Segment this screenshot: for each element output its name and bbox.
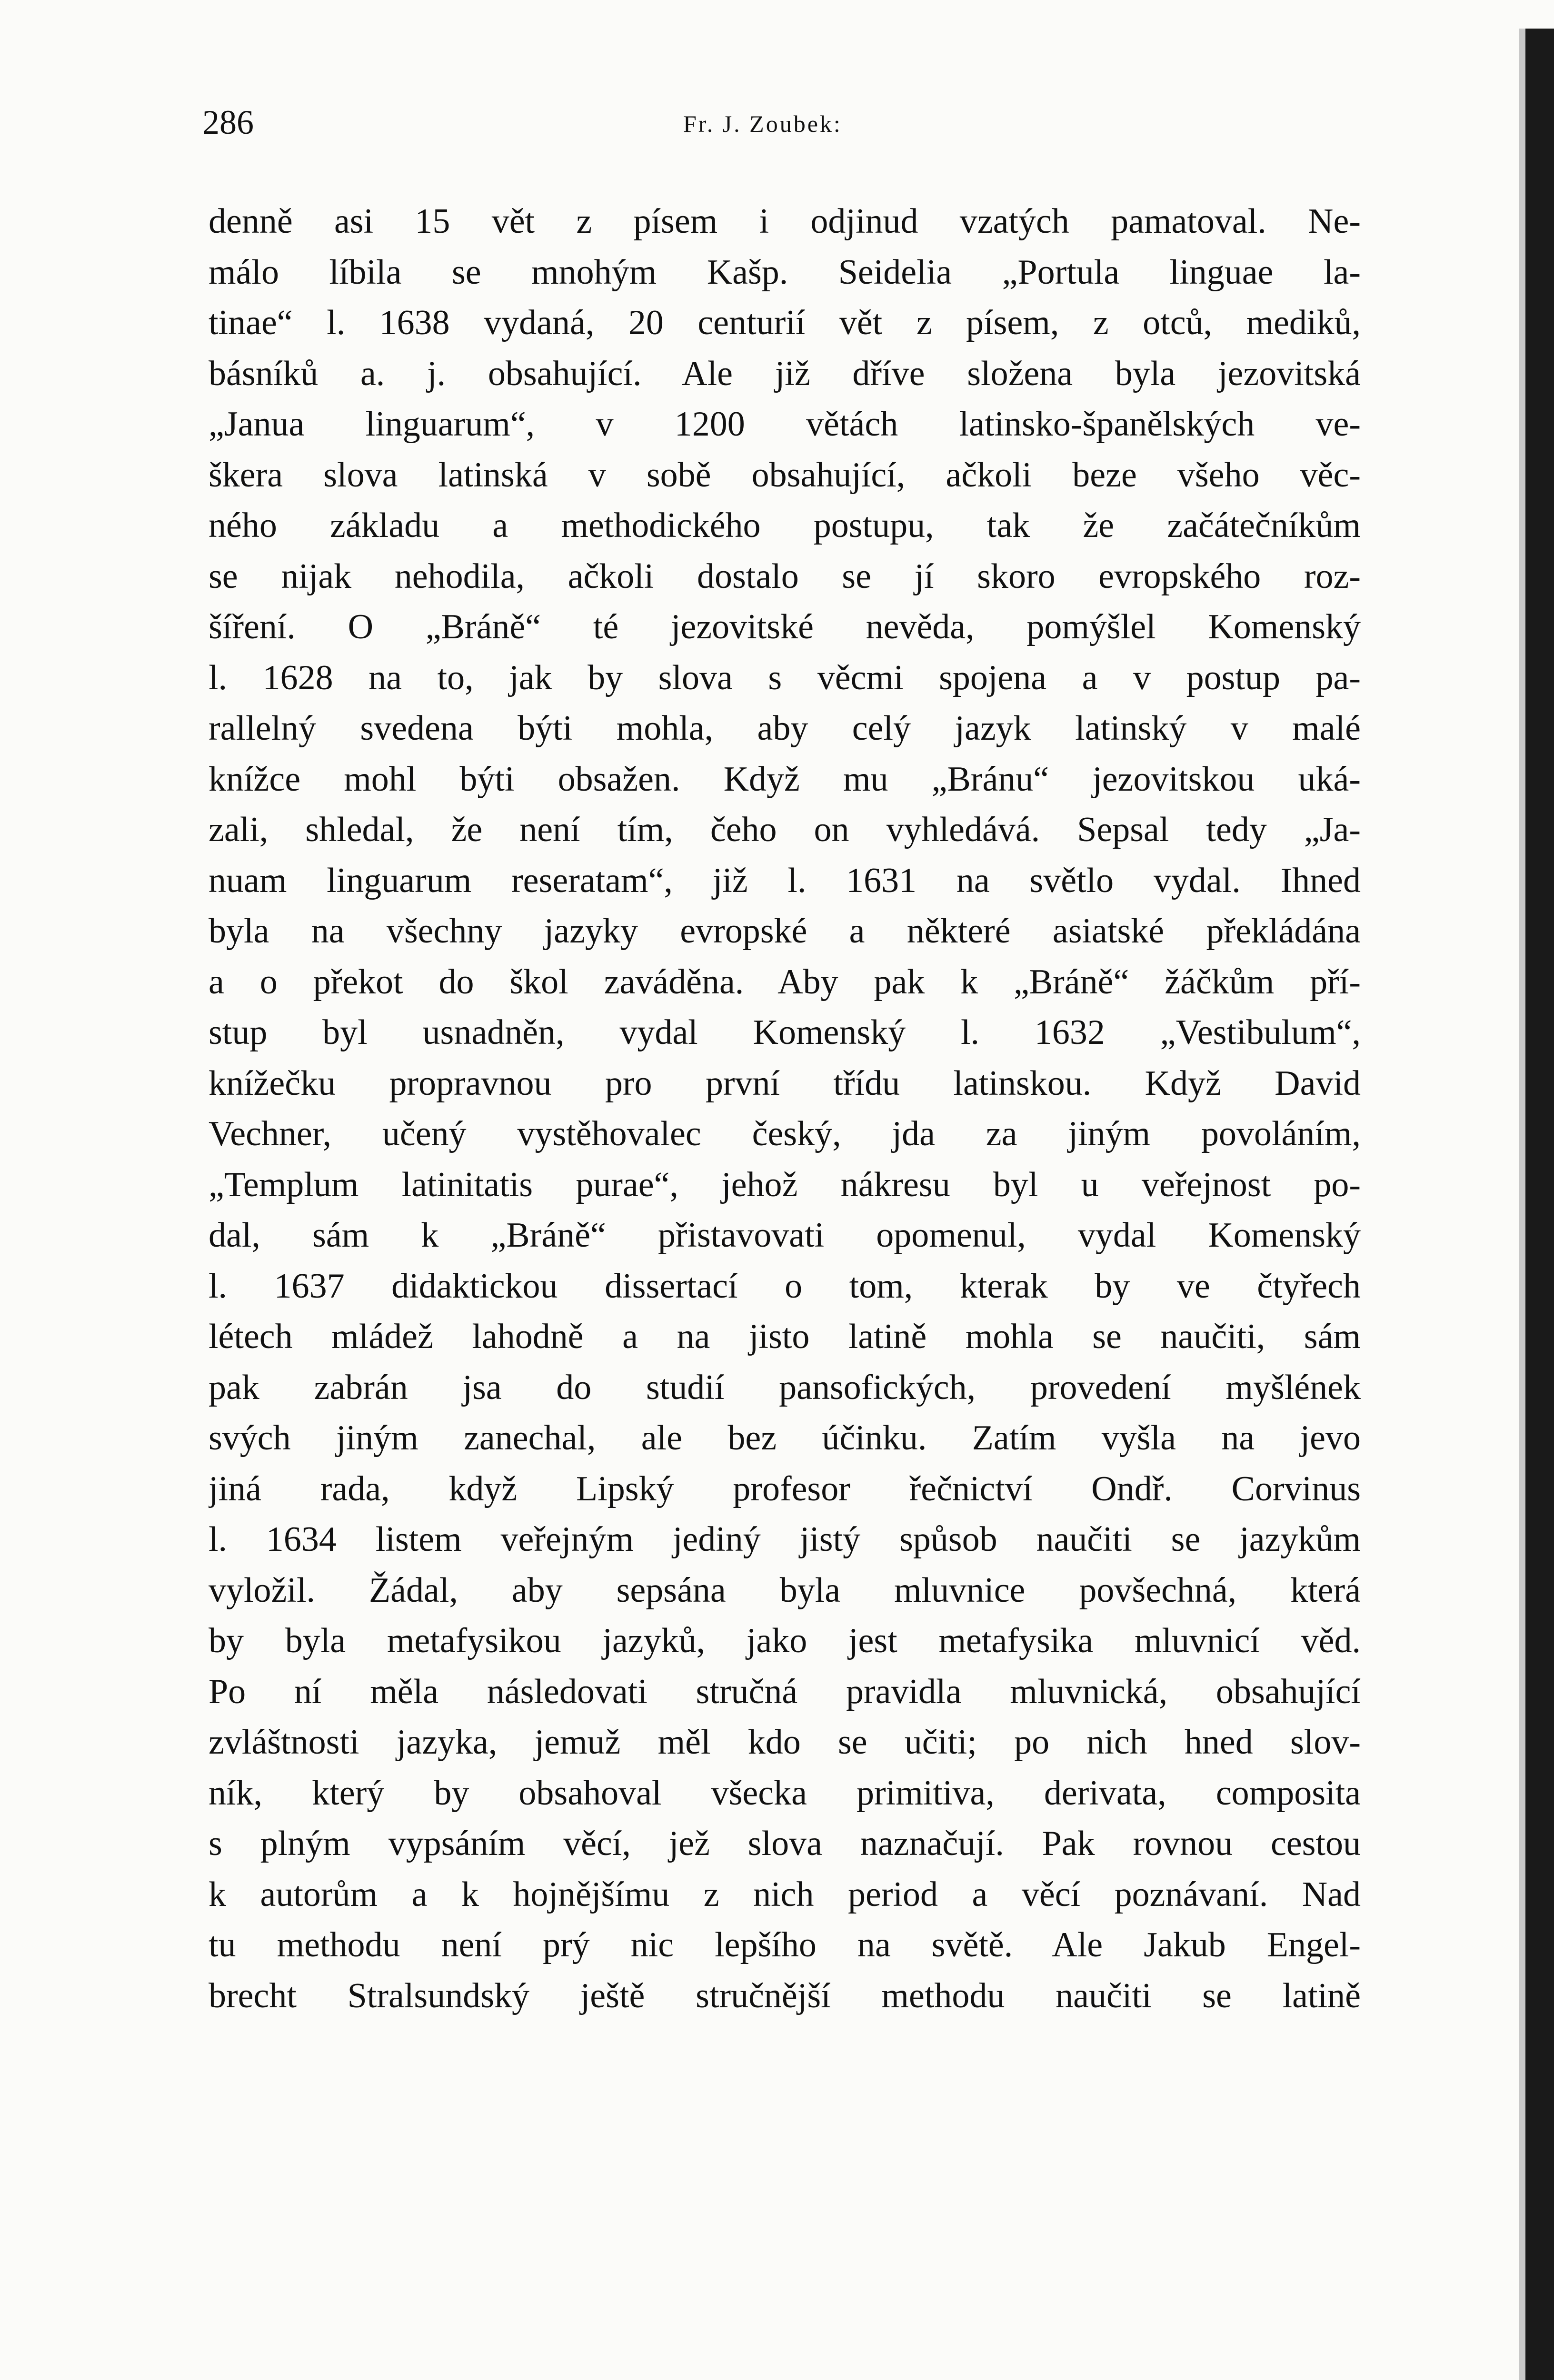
text-line: byla na všechny jazyky evropské a některé asiatské překládána — [209, 912, 1361, 951]
text-line: rallelný svedena býti mohla, aby celý jazyk latinský v malé — [209, 709, 1361, 748]
page-number: 286 — [202, 103, 254, 141]
text-line: stup byl usnadněn, vydal Komenský l. 1632 „Vestibulum“, — [209, 1013, 1361, 1052]
text-line: zvláštnosti jazyka, jemuž měl kdo se učiti; po nich hned slov- — [209, 1723, 1361, 1762]
text-line: málo líbila se mnohým Kašp. Seidelia „Portula linguae la- — [209, 252, 1361, 292]
text-line: se nijak nehodila, ačkoli dostalo se jí skoro evropského roz- — [209, 556, 1361, 596]
text-line: svých jiným zanechal, ale bez účinku. Zatím vyšla na jevo — [209, 1418, 1361, 1458]
text-line: ník, který by obsahoval všecka primitiva, derivata, composita — [209, 1773, 1361, 1813]
body-text — [209, 196, 1361, 2021]
text-line: nuam linguarum reseratam“, již l. 1631 na světlo vydal. Ihned — [209, 861, 1361, 900]
text-line: zali, shledal, že není tím, čeho on vyhledává. Sepsal tedy „Ja- — [209, 810, 1361, 849]
text-line: tinae“ l. 1638 vydaná, 20 centurií vět z písem, z otců, mediků, — [209, 303, 1361, 342]
text-line: básníků a. j. obsahující. Ale již dříve složena byla jezovitská — [209, 354, 1361, 393]
page-header — [202, 101, 1345, 144]
text-line: jiná rada, když Lipský profesor řečnictví Ondř. Corvinus — [209, 1469, 1361, 1508]
text-line: brecht Stralsundský ještě stručnější methodu naučiti se latině — [209, 1976, 1361, 2015]
text-line: by byla metafysikou jazyků, jako jest metafysika mluvnicí věd. — [209, 1621, 1361, 1660]
text-line: a o překot do škol zaváděna. Aby pak k „Bráně“ žáčkům pří- — [209, 962, 1361, 1002]
text-line: škera slova latinská v sobě obsahující, ačkoli beze všeho věc- — [209, 455, 1361, 495]
page-edge-shadow — [1519, 29, 1525, 2380]
text-line: l. 1634 listem veřejným jediný jistý spůsob naučiti se jazykům — [209, 1520, 1361, 1559]
text-line: „Janua linguarum“, v 1200 větách latinsko-španělských ve- — [209, 405, 1361, 444]
scan-border — [1525, 29, 1554, 2380]
text-line: l. 1628 na to, jak by slova s věcmi spojena a v postup pa- — [209, 658, 1361, 697]
text-line: k autorům a k hojnějšímu z nich period a věcí poznávaní. Nad — [209, 1874, 1361, 1914]
text-line: s plným vypsáním věcí, jež slova naznačují. Pak rovnou cestou — [209, 1824, 1361, 1863]
text-line: l. 1637 didaktickou dissertací o tom, kterak by ve čtyřech — [209, 1266, 1361, 1306]
text-line: denně asi 15 vět z písem i odjinud vzatých pamatoval. Ne- — [209, 202, 1361, 241]
text-line: knížečku propravnou pro první třídu latinskou. Když David — [209, 1063, 1361, 1103]
running-head: Fr. J. Zoubek: — [683, 110, 842, 137]
text-line: dal, sám k „Bráně“ přistavovati opomenul, vydal Komenský — [209, 1216, 1361, 1255]
text-line: Vechner, učený vystěhovalec český, jda za jiným povoláním, — [209, 1114, 1361, 1153]
text-line: tu methodu není prý nic lepšího na světě. Ale Jakub Engel- — [209, 1925, 1361, 1964]
text-line: „Templum latinitatis purae“, jehož nákresu byl u veřejnost po- — [209, 1165, 1361, 1204]
text-line: ného základu a methodického postupu, tak že začátečníkům — [209, 506, 1361, 545]
text-line: létech mládež lahodně a na jisto latině mohla se naučiti, sám — [209, 1317, 1361, 1356]
text-line: vyložil. Žádal, aby sepsána byla mluvnice povšechná, která — [209, 1570, 1361, 1610]
text-line: pak zabrán jsa do studií pansofických, provedení myšlének — [209, 1368, 1361, 1407]
text-line: knížce mohl býti obsažen. Když mu „Bránu“ jezovitskou uká- — [209, 759, 1361, 799]
text-line: Po ní měla následovati stručná pravidla mluvnická, obsahující — [209, 1672, 1361, 1711]
text-line: šíření. O „Bráně“ té jezovitské nevěda, pomýšlel Komenský — [209, 607, 1361, 646]
